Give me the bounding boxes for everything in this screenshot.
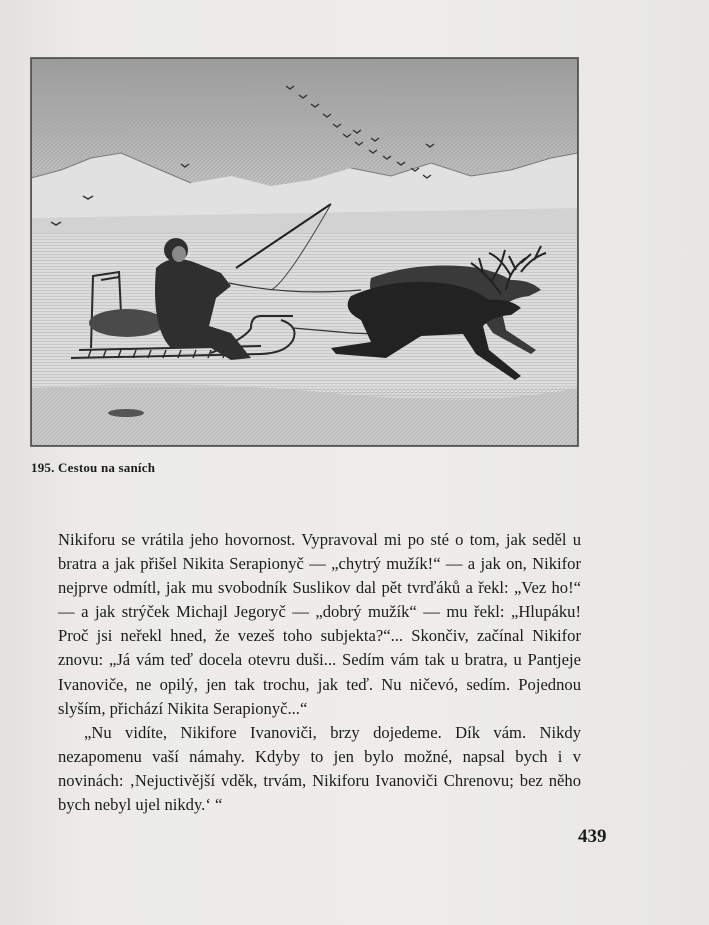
- paragraph: „Nu vidíte, Nikifore Ivanoviči, brzy dojedeme. Dík vám. Nikdy nezapomenu vaší námahy. Kdyby to jen bylo možné, napsal bych i v novinách: ‚Nejuctivější vděk, trvám, Nikiforu Ivanoviči Chrenovu; bez něho bych nebyl ujel nikdy.‘ “: [58, 722, 581, 815]
- figure-caption: [31, 460, 155, 476]
- illustration-reindeer-sled: [30, 57, 579, 447]
- paragraph: Nikiforu se vrátila jeho hovornost. Vypravoval mi po sté o tom, jak seděl u bratra a jak přišel Nikita Serapionyč — „chytrý mužík!“ — a jak on, Nikifor nejprve odmítl, jak mu svobodník Suslikov dal pět tvrďáků a řekl: „Vez ho!“ — a jak strýček Michajl Jegoryč — „dobrý mužík“ — mu řekl: „Hlupáku! Proč jsi neřekl hned, že vezeš toho subjekta?“... Skončiv, začínal Nikifor znovu: „Já vám teď docela otevru duši... Sedím vám tak u bratra, u Pantjeje Ivanoviče, ne opilý, jen tak trochu, jak teď. Nu ničevó, sedím. Pojednou slyším, přichází Nikita Serapionyč...“: [58, 530, 581, 718]
- caption-number: 195.: [31, 460, 55, 475]
- body-text: [58, 528, 581, 817]
- caption-text: Cestou na saních: [58, 460, 156, 475]
- page-number: 439: [578, 826, 607, 847]
